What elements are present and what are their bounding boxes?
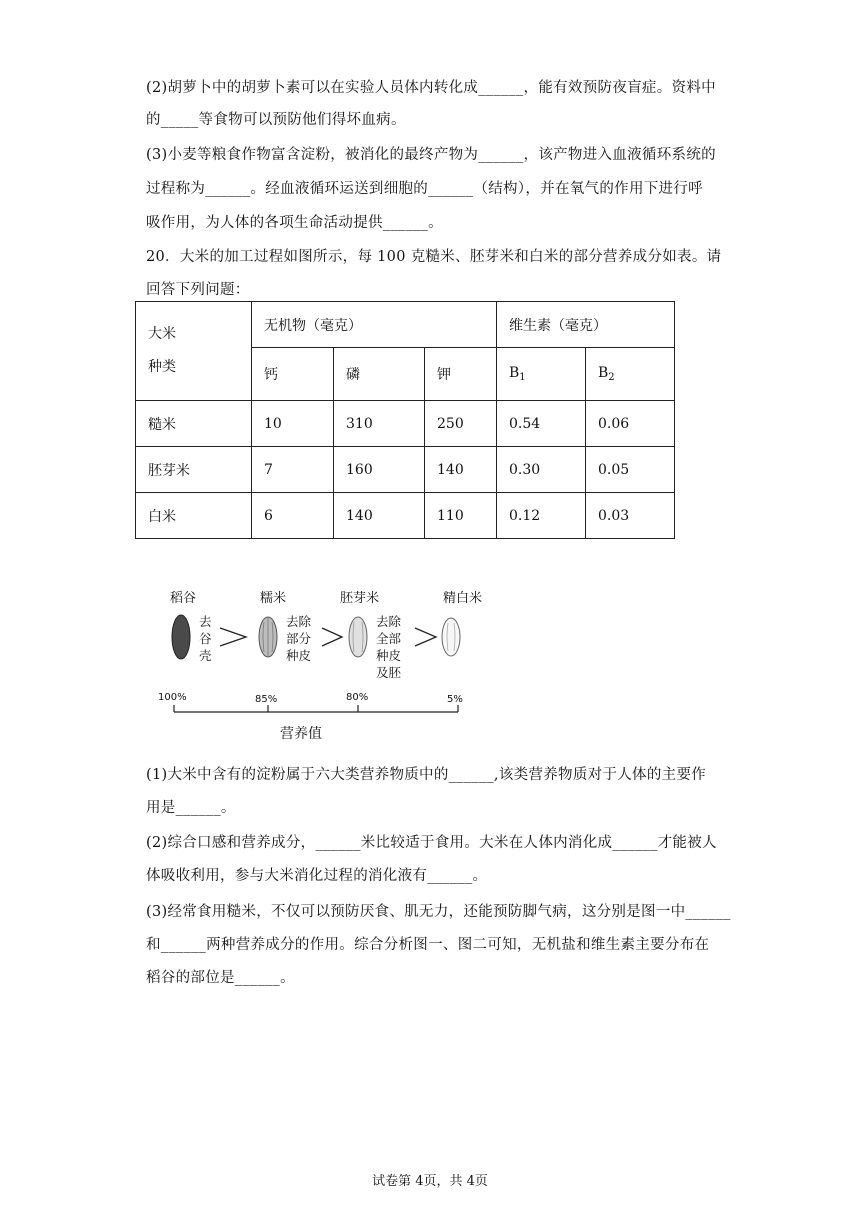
step-text: 部分 [286,631,312,646]
stage-label: 胚芽米 [340,591,380,606]
step-text: 去 [199,614,212,629]
white-rice-grain-icon [442,618,460,656]
q20-p1a: (1)大米中含有的淀粉属于六大类营养物质中的______,该类营养物质对于人体的主要作 [146,767,707,783]
cell-value: 0.30 [497,447,586,493]
group-header-minerals: 无机物（毫克） [252,302,497,348]
row-header-cell [136,302,252,401]
q20-p2a: (2)综合口感和营养成分，______米比较适于食用。大米在人体内消化成______才能被人 [146,835,717,851]
row-name: 糙米 [136,401,252,447]
b2-subscript: 2 [608,372,615,383]
step-text: 种皮 [286,648,312,663]
cell-value: 160 [334,447,425,493]
q20-p2b: 体吸收利用，参与大米消化过程的消化液有______。 [146,868,488,884]
scale-percent: 100% [158,692,187,703]
table-row [136,401,675,447]
arrow-right-icon [415,628,436,646]
step-text: 去除 [286,614,312,629]
page-footer: 试卷第 4页，共 4页 [372,1174,488,1189]
step-text: 壳 [199,648,212,663]
cell-value: 140 [334,493,425,539]
arrow-right-icon [220,628,246,646]
cell-value: 0.05 [586,447,675,493]
cell-value: 10 [252,401,334,447]
q20-intro-1: 20．大米的加工过程如图所示，每 100 克糙米、胚芽米和白米的部分营养成分如表。请 [146,249,722,265]
row-header-line1: 大米 [148,326,176,342]
step-text: 谷 [199,631,212,646]
q19-line-2b: 的_____等食物可以预防他们得坏血病。 [146,112,406,128]
cell-value: 140 [425,447,497,493]
col-header-potassium: 钾 [425,348,497,401]
brown-rice-grain-icon [259,617,277,657]
cell-value: 310 [334,401,425,447]
stage-label: 精白米 [443,591,483,606]
col-header-calcium: 钙 [252,348,334,401]
cell-value: 250 [425,401,497,447]
table-row [136,493,675,539]
table-row [136,447,675,493]
cell-value: 7 [252,447,334,493]
b2-letter: B [598,365,609,381]
step-text: 全部 [376,631,402,646]
q19-line-3c: 吸作用，为人体的各项生命活动提供______。 [146,215,443,231]
cell-value: 0.54 [497,401,586,447]
step-text: 及胚 [376,665,402,680]
q20-p3c: 稻谷的部位是______。 [146,970,295,986]
row-name: 白米 [136,493,252,539]
q19-line-3b: 过程称为______。经血液循环运送到细胞的______（结构），并在氧气的作用下进行呼 [146,181,703,197]
q19-line-3a: (3)小麦等粮食作物富含淀粉，被消化的最终产物为______，该产物进入血液循环系统的 [146,147,716,163]
q20-intro-2: 回答下列问题： [146,282,250,298]
b1-subscript: 1 [519,372,526,383]
b1-letter: B [509,365,520,381]
col-header-b1 [497,348,586,401]
rice-processing-diagram [150,580,490,750]
cell-value: 0.06 [586,401,675,447]
scale-percent: 85% [255,694,278,705]
q20-p3a: (3)经常食用糙米，不仅可以预防厌食、肌无力，还能预防脚气病，这分别是图一中______ [146,904,731,920]
row-header-line2: 种类 [148,359,176,375]
germ-rice-grain-icon [349,617,367,657]
cell-value: 0.03 [586,493,675,539]
group-header-vitamins: 维生素（毫克） [497,302,675,348]
row-name: 胚芽米 [136,447,252,493]
cell-value: 6 [252,493,334,539]
arrow-right-icon [322,628,342,646]
cell-value: 0.12 [497,493,586,539]
step-text: 去除 [376,614,402,629]
paddy-grain-icon [172,615,190,659]
stage-label: 稻谷 [170,591,197,606]
nutrition-table [135,301,675,539]
stage-label: 糯米 [260,591,287,606]
cell-value: 110 [425,493,497,539]
col-header-b2 [586,348,675,401]
scale-percent: 80% [346,692,369,703]
scale-axis-label: 营养值 [280,726,322,742]
scale-percent: 5% [447,694,463,705]
q19-line-2a: (2)胡萝卜中的胡萝卜素可以在实验人员体内转化成______，能有效预防夜盲症。资料中 [146,80,716,96]
q20-p1b: 用是______。 [146,800,236,816]
col-header-phosphorus: 磷 [334,348,425,401]
step-text: 种皮 [376,648,402,663]
q20-p3b: 和______两种营养成分的作用。综合分析图一、图二可知，无机盐和维生素主要分布在 [146,937,710,953]
